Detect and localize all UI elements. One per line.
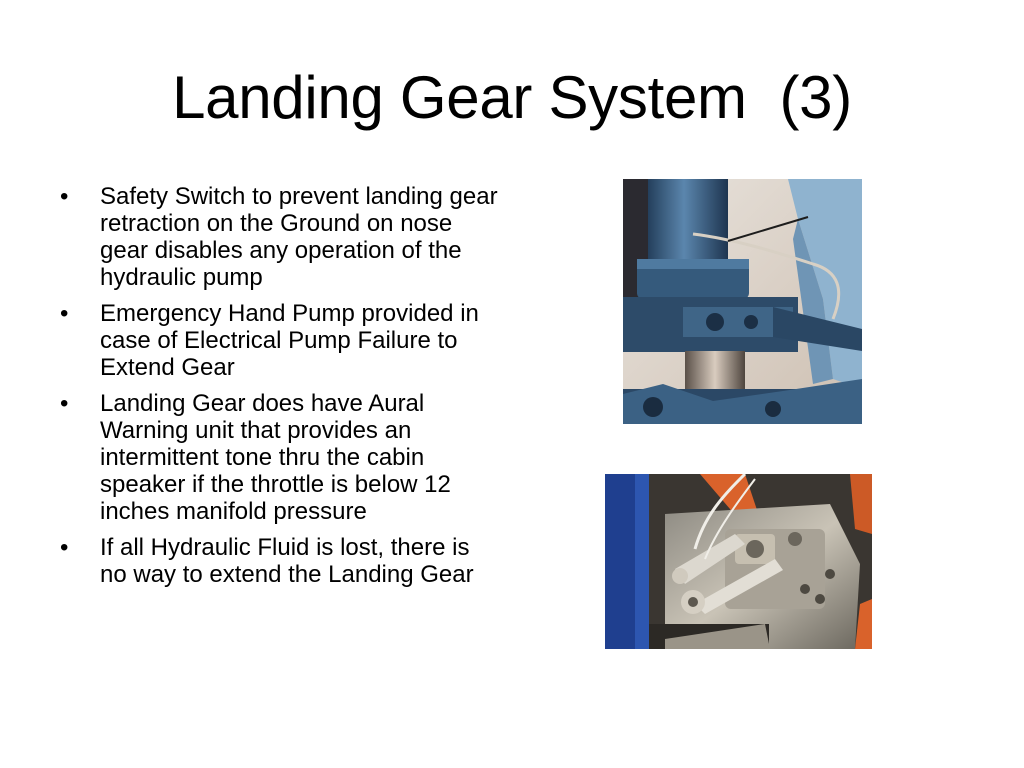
landing-gear-strut-illustration: [623, 179, 862, 424]
bullet-text: Safety Switch to prevent landing gear retraction on the Ground on nose gear disables any operation of the hydraulic pump: [100, 183, 498, 291]
bullet-item: [60, 390, 500, 525]
slide-title: Landing Gear System (3): [172, 64, 852, 131]
bullet-item: [60, 300, 500, 381]
bullet-item: [60, 534, 500, 588]
hydraulic-pump-switch-photo: [605, 474, 872, 649]
bullet-symbol: •: [60, 183, 69, 210]
bullet-symbol: •: [60, 390, 69, 417]
bullet-symbol: •: [60, 300, 69, 327]
bullet-symbol: •: [60, 534, 69, 561]
bullet-text: Emergency Hand Pump provided in case of Electrical Pump Failure to Extend Gear: [100, 300, 479, 381]
hydraulic-pump-illustration: [605, 474, 872, 649]
bullet-item: [60, 183, 500, 291]
bullet-text: Landing Gear does have Aural Warning unit that provides an intermittent tone thru the cabin speaker if the throttle is below 12 inches manifold pressure: [100, 390, 451, 525]
landing-gear-strut-photo: [623, 179, 862, 424]
bullet-list: [60, 183, 500, 597]
bullet-text: If all Hydraulic Fluid is lost, there is no way to extend the Landing Gear: [100, 534, 474, 588]
